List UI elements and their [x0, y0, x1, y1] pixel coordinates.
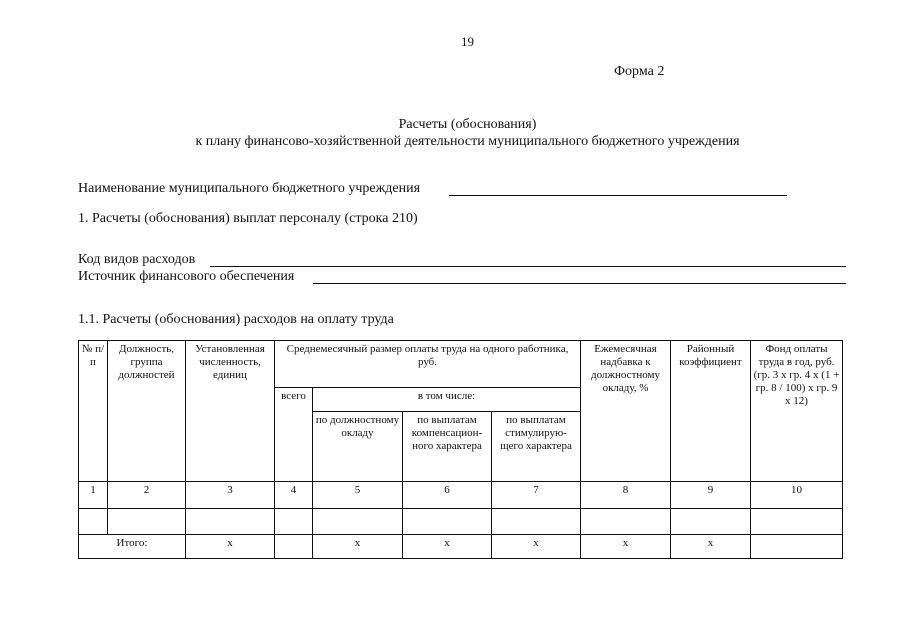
- table-cell: [186, 509, 275, 535]
- table-cell: [108, 509, 186, 535]
- header-number: № п/п: [79, 341, 108, 482]
- table-cell: [581, 509, 671, 535]
- institution-name-label: Наименование муниципального бюджетного учреждения: [78, 181, 421, 196]
- table-cell: [403, 509, 492, 535]
- table-cell: [492, 509, 581, 535]
- payroll-table: [78, 340, 843, 559]
- table-cell: [751, 509, 843, 535]
- header-position: Должность, группа должностей: [108, 341, 186, 482]
- document-subtitle: к плану финансово-хозяйственной деятельности муниципального бюджетного учреждения: [195, 134, 740, 149]
- header-total: всего: [275, 388, 313, 482]
- column-number: 5: [313, 482, 403, 509]
- total-row: [79, 535, 843, 559]
- expense-code-line: [210, 266, 846, 267]
- total-cell: х: [403, 535, 492, 559]
- header-monthly-bonus: Ежемесячная надбавка к должностному окладу, %: [581, 341, 671, 482]
- table-cell: [79, 509, 108, 535]
- header-payroll-fund: Фонд оплаты труда в год, руб. (гр. 3 х гр. 4 х (1 + гр. 8 / 100) х гр. 9 х 12): [751, 341, 843, 482]
- expense-code-label: Код видов расходов: [78, 252, 196, 267]
- table-cell: [671, 509, 751, 535]
- total-cell: х: [671, 535, 751, 559]
- total-label: Итого:: [79, 535, 186, 559]
- column-number-row: [79, 482, 843, 509]
- column-number: 8: [581, 482, 671, 509]
- column-number: 3: [186, 482, 275, 509]
- column-number: 10: [751, 482, 843, 509]
- column-number: 1: [79, 482, 108, 509]
- column-number: 2: [108, 482, 186, 509]
- total-cell: [275, 535, 313, 559]
- institution-name-line: [449, 195, 787, 196]
- table-row: [79, 509, 843, 535]
- total-cell: х: [492, 535, 581, 559]
- document-title: Расчеты (обоснования): [398, 117, 537, 132]
- header-including: в том числе:: [313, 388, 581, 412]
- page-number: 19: [461, 34, 474, 49]
- form-label: Форма 2: [614, 64, 665, 79]
- section-title: 1. Расчеты (обоснования) выплат персоналу (строка 210): [78, 211, 418, 226]
- header-salary: по должностному окладу: [313, 412, 403, 482]
- header-average-pay: Среднемесячный размер оплаты труда на одного работника, руб.: [275, 341, 581, 388]
- total-cell: х: [313, 535, 403, 559]
- total-cell: [751, 535, 843, 559]
- total-cell: х: [581, 535, 671, 559]
- total-cell: х: [186, 535, 275, 559]
- header-compensation: по выплатам компенсацион-ного характера: [403, 412, 492, 482]
- header-regional-coefficient: Районный коэффициент: [671, 341, 751, 482]
- column-number: 4: [275, 482, 313, 509]
- column-number: 9: [671, 482, 751, 509]
- header-headcount: Установленная численность, единиц: [186, 341, 275, 482]
- column-number: 6: [403, 482, 492, 509]
- table-cell: [313, 509, 403, 535]
- subsection-title: 1.1. Расчеты (обоснования) расходов на оплату труда: [78, 312, 394, 327]
- funding-source-line: [313, 283, 846, 284]
- column-number: 7: [492, 482, 581, 509]
- header-incentive: по выплатам стимулирую-щего характера: [492, 412, 581, 482]
- table-cell: [275, 509, 313, 535]
- funding-source-label: Источник финансового обеспечения: [78, 269, 295, 284]
